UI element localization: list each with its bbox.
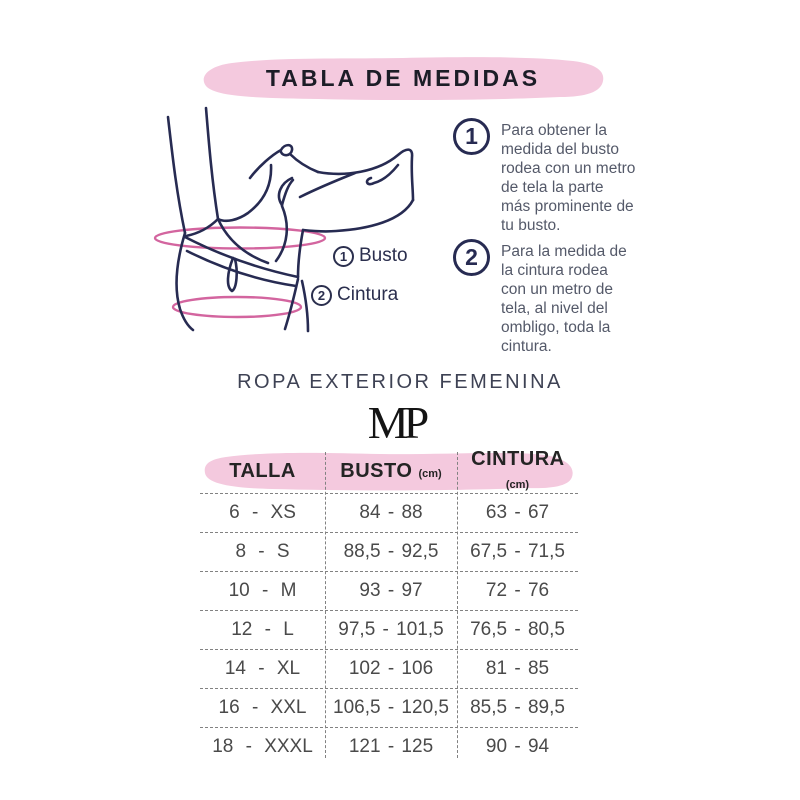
cell-busto: 106,5 - 120,5 xyxy=(333,697,449,718)
table-row xyxy=(200,532,578,571)
column-header-busto: BUSTO (cm) xyxy=(340,459,442,482)
instruction-2 xyxy=(453,239,638,356)
cell-cintura: 81 - 85 xyxy=(485,658,550,679)
instruction-2-text: Para la medida de la cintura rodea con un metro de tela, al nivel del ombligo, toda la cintura. xyxy=(501,243,627,355)
cell-busto: 88,5 - 92,5 xyxy=(343,541,439,562)
cell-talla: 8 - S xyxy=(235,541,290,562)
cintura-unit: (cm) xyxy=(505,479,530,491)
size-table-body xyxy=(200,493,578,766)
brand-logo: MP xyxy=(367,397,425,448)
column-header-cintura: CINTURA (cm) xyxy=(471,448,564,491)
cell-cintura: 67,5 - 71,5 xyxy=(470,541,565,562)
size-table xyxy=(200,449,578,761)
table-row xyxy=(200,610,578,649)
instruction-2-number-badge: 2 xyxy=(453,239,490,276)
bust-label-group xyxy=(333,245,408,267)
busto-unit: (cm) xyxy=(418,467,442,480)
cell-busto: 93 - 97 xyxy=(359,580,423,601)
table-row xyxy=(200,493,578,532)
table-row xyxy=(200,727,578,766)
cell-cintura: 90 - 94 xyxy=(485,736,550,757)
instruction-1-number-badge: 1 xyxy=(453,118,490,155)
cell-talla: 10 - M xyxy=(228,580,297,601)
table-row xyxy=(200,571,578,610)
table-row xyxy=(200,688,578,727)
cell-busto: 102 - 106 xyxy=(348,658,434,679)
column-divider-1 xyxy=(325,452,326,758)
cell-talla: 16 - XXL xyxy=(218,697,307,718)
cell-talla: 6 - XS xyxy=(229,502,296,523)
table-header-row xyxy=(200,449,578,493)
cell-talla: 12 - L xyxy=(231,619,294,640)
waist-label: Cintura xyxy=(337,284,399,305)
instruction-1-text: Para obtener la medida del busto rodea con un metro de tela la parte más prominente de tu busto. xyxy=(501,122,636,234)
cell-busto: 97,5 - 101,5 xyxy=(338,619,444,640)
column-header-talla: TALLA xyxy=(229,459,296,482)
instruction-1 xyxy=(453,118,638,235)
waist-number-badge: 2 xyxy=(311,285,332,306)
bust-number-badge: 1 xyxy=(333,246,354,267)
bust-label: Busto xyxy=(359,245,408,266)
cell-cintura: 72 - 76 xyxy=(485,580,550,601)
cell-cintura: 85,5 - 89,5 xyxy=(470,697,565,718)
cell-cintura: 76,5 - 80,5 xyxy=(470,619,565,640)
table-row xyxy=(200,649,578,688)
column-divider-2 xyxy=(457,452,458,758)
torso-measurement-illustration xyxy=(140,103,460,361)
page-title-banner xyxy=(198,54,608,102)
cell-talla: 18 - XXXL xyxy=(212,736,313,757)
page-title: TABLA DE MEDIDAS xyxy=(265,64,541,91)
cell-cintura: 63 - 67 xyxy=(485,502,550,523)
section-title: ROPA EXTERIOR FEMENINA xyxy=(237,371,563,393)
cell-busto: 84 - 88 xyxy=(359,502,423,523)
waist-label-group xyxy=(311,284,398,306)
cell-talla: 14 - XL xyxy=(224,658,301,679)
waist-measure-ellipse xyxy=(173,297,301,317)
cell-busto: 121 - 125 xyxy=(348,736,434,757)
